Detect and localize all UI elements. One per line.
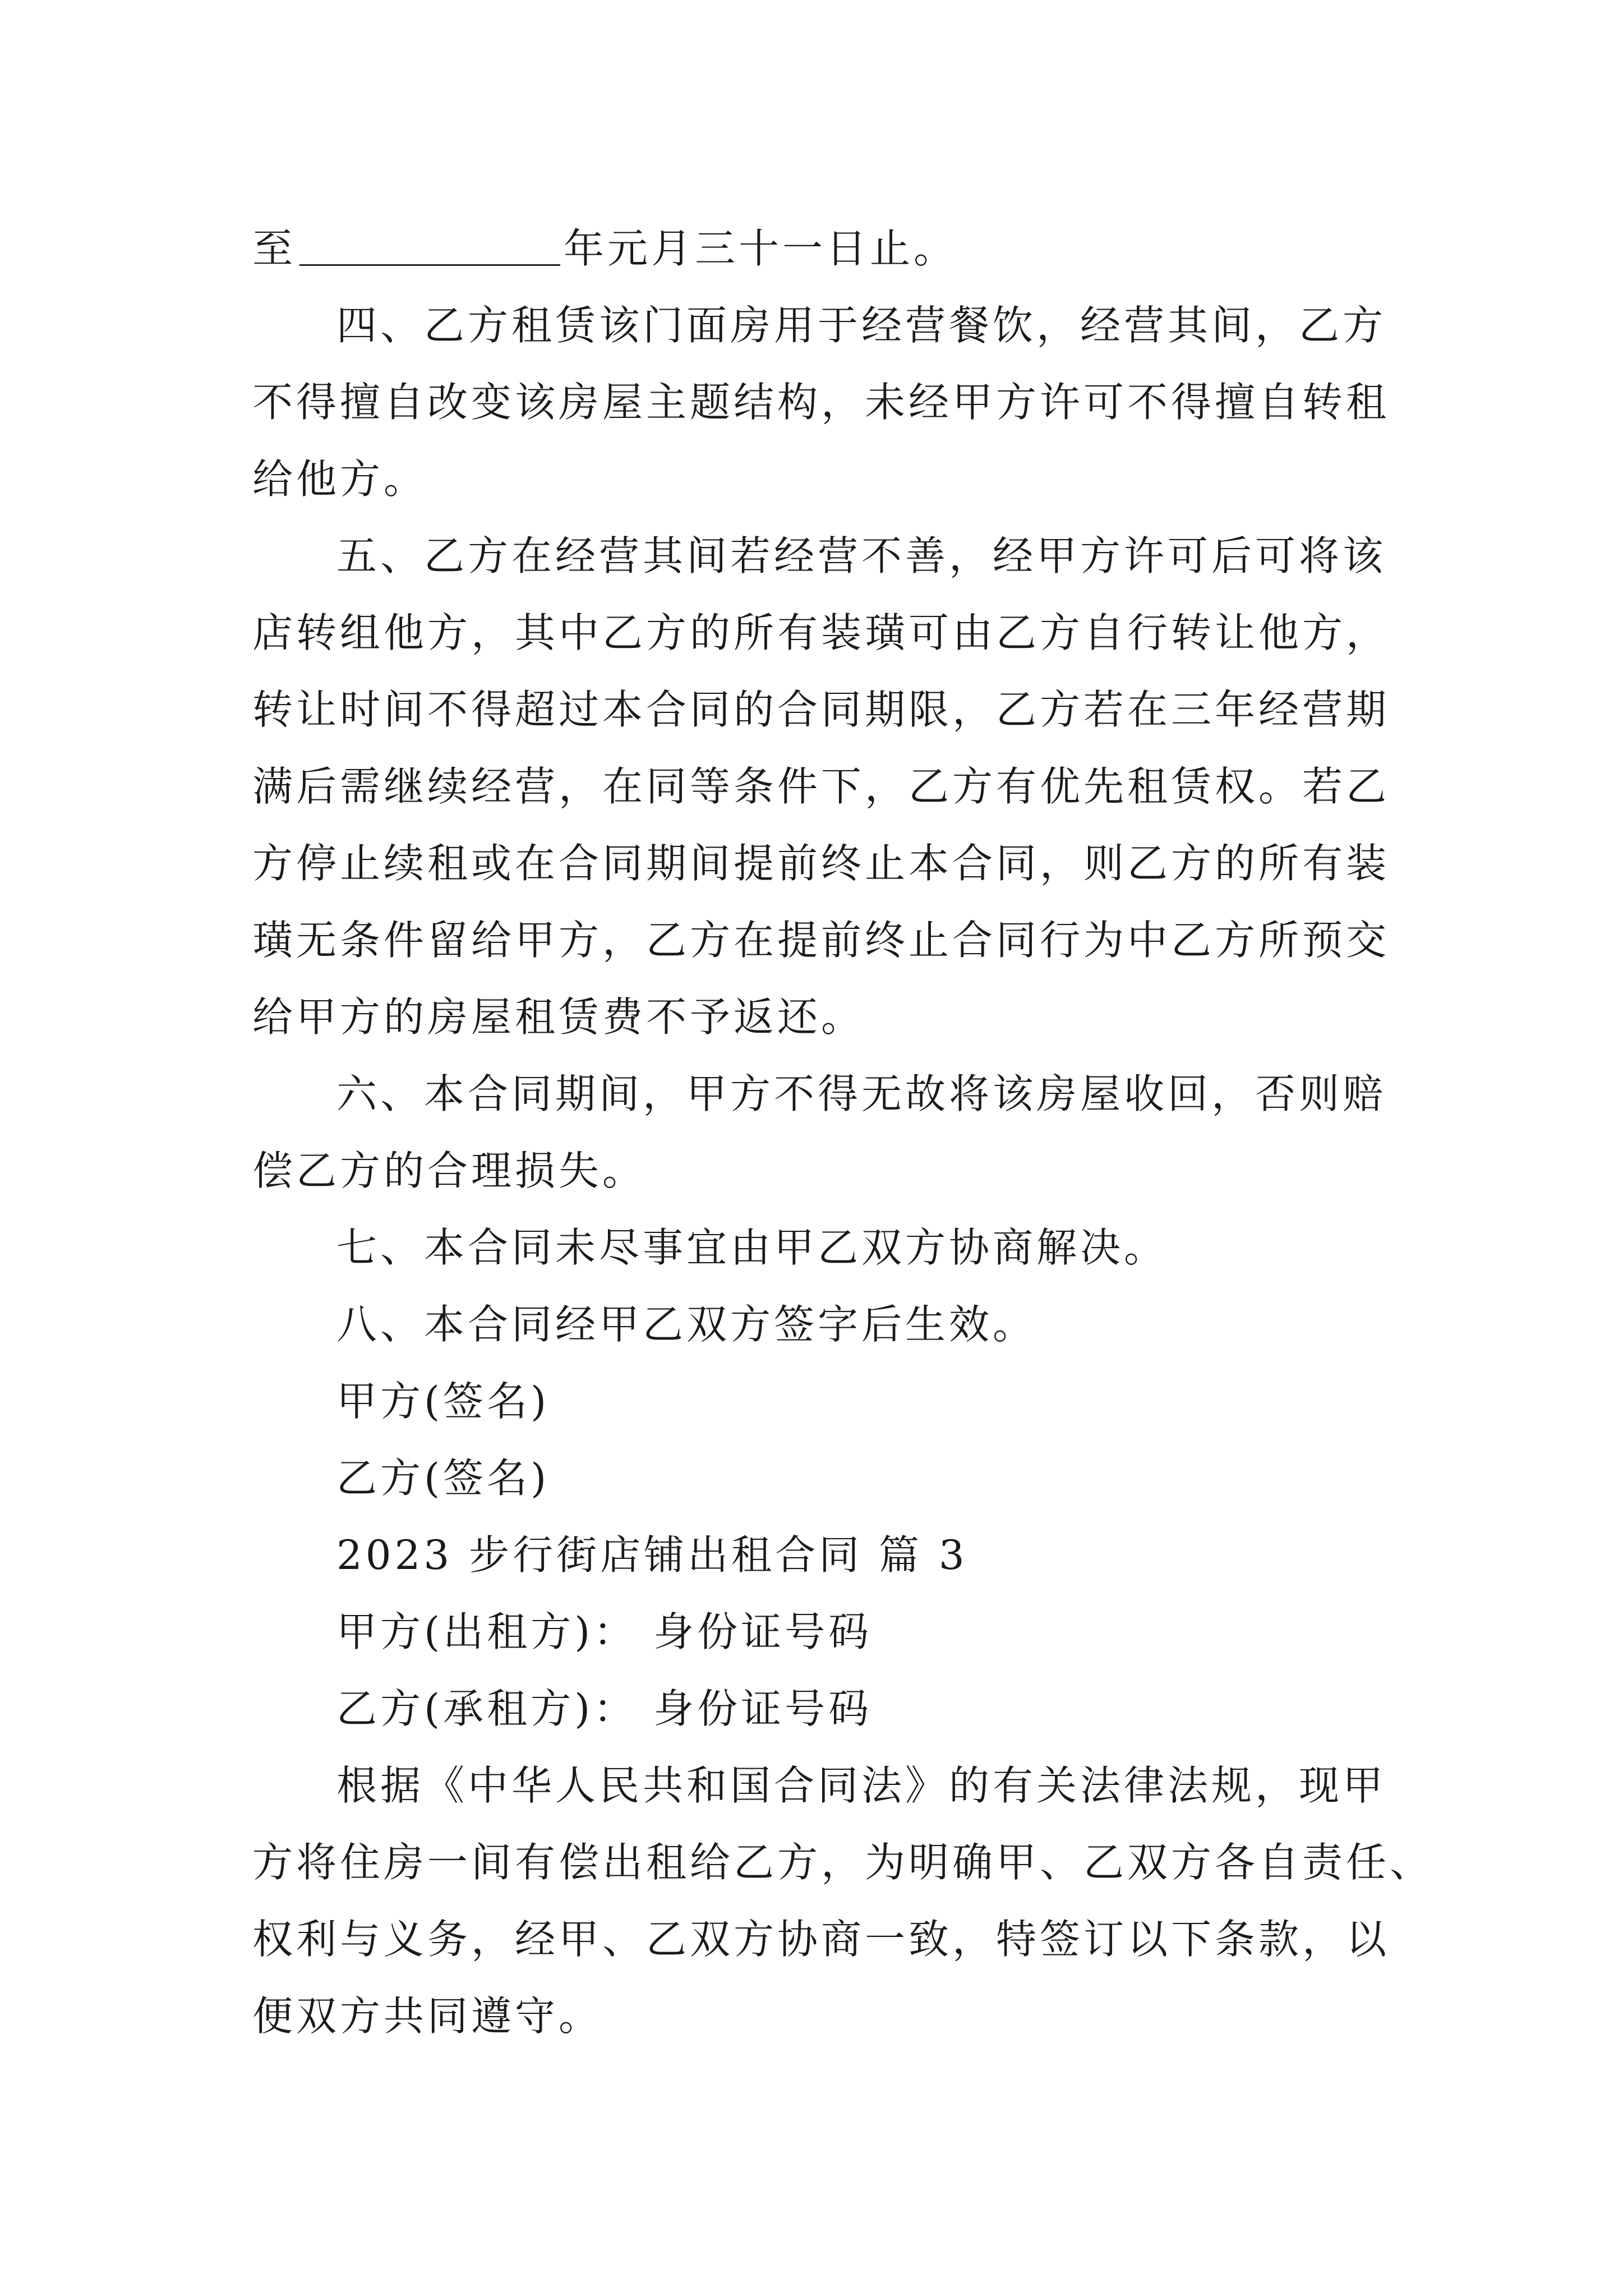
party-a-signature: 甲方(签名) (336, 1378, 550, 1425)
preamble-line-1: 根据《中华人民共和国合同法》的有关法律法规，现甲 (336, 1762, 1387, 1809)
clause-6-line-2: 偿乙方的合理损失。 (252, 1147, 647, 1194)
party-a-lessor: 甲方(出租方)： 身份证号码 (336, 1608, 873, 1655)
line-text-end: 年元月三十一日止。 (564, 225, 958, 272)
preamble-line-3: 权利与义务，经甲、乙双方协商一致，特签订以下条款，以 (252, 1916, 1390, 1963)
clause-4-line-2: 不得擅自改变该房屋主题结构，未经甲方许可不得擅自转租 (252, 379, 1390, 426)
clause-5-line-2: 店转组他方，其中乙方的所有装璜可由乙方自行转让他方， (252, 609, 1390, 656)
document-body (252, 210, 1434, 2055)
clause-8: 八、本合同经甲乙双方签字后生效。 (336, 1301, 1037, 1348)
paragraph-line (252, 210, 1385, 287)
preamble-line-4: 便双方共同遵守。 (252, 1993, 603, 2040)
clause-5-line-6: 璜无条件留给甲方，乙方在提前终止合同行为中乙方所预交 (252, 917, 1390, 964)
clause-5-line-5: 方停止续租或在合同期间提前终止本合同，则乙方的所有装 (252, 840, 1390, 887)
section-heading: 2023 步行街店铺出租合同 篇 3 (336, 1531, 968, 1579)
clause-4-line-1: 四、乙方租赁该门面房用于经营餐饮，经营其间，乙方 (336, 302, 1387, 349)
party-b-signature: 乙方(签名) (336, 1455, 550, 1502)
line-text-start: 至 (252, 225, 297, 272)
clause-5-line-1: 五、乙方在经营其间若经营不善，经甲方许可后可将该 (336, 532, 1387, 579)
blank-fill-line (299, 224, 560, 266)
clause-7: 七、本合同未尽事宜由甲乙双方协商解决。 (336, 1224, 1168, 1271)
preamble-line-2: 方将住房一间有偿出租给乙方，为明确甲、乙双方各自责任、 (252, 1839, 1434, 1886)
clause-5-line-7: 给甲方的房屋租赁费不予返还。 (252, 993, 865, 1041)
clause-6-line-1: 六、本合同期间，甲方不得无故将该房屋收回，否则赔 (336, 1070, 1387, 1117)
clause-5-line-3: 转让时间不得超过本合同的合同期限，乙方若在三年经营期 (252, 686, 1390, 733)
clause-4-line-3: 给他方。 (252, 455, 428, 503)
clause-5-line-4: 满后需继续经营，在同等条件下，乙方有优先租赁权。若乙 (252, 763, 1390, 810)
party-b-lessee: 乙方(承租方)： 身份证号码 (336, 1685, 873, 1732)
